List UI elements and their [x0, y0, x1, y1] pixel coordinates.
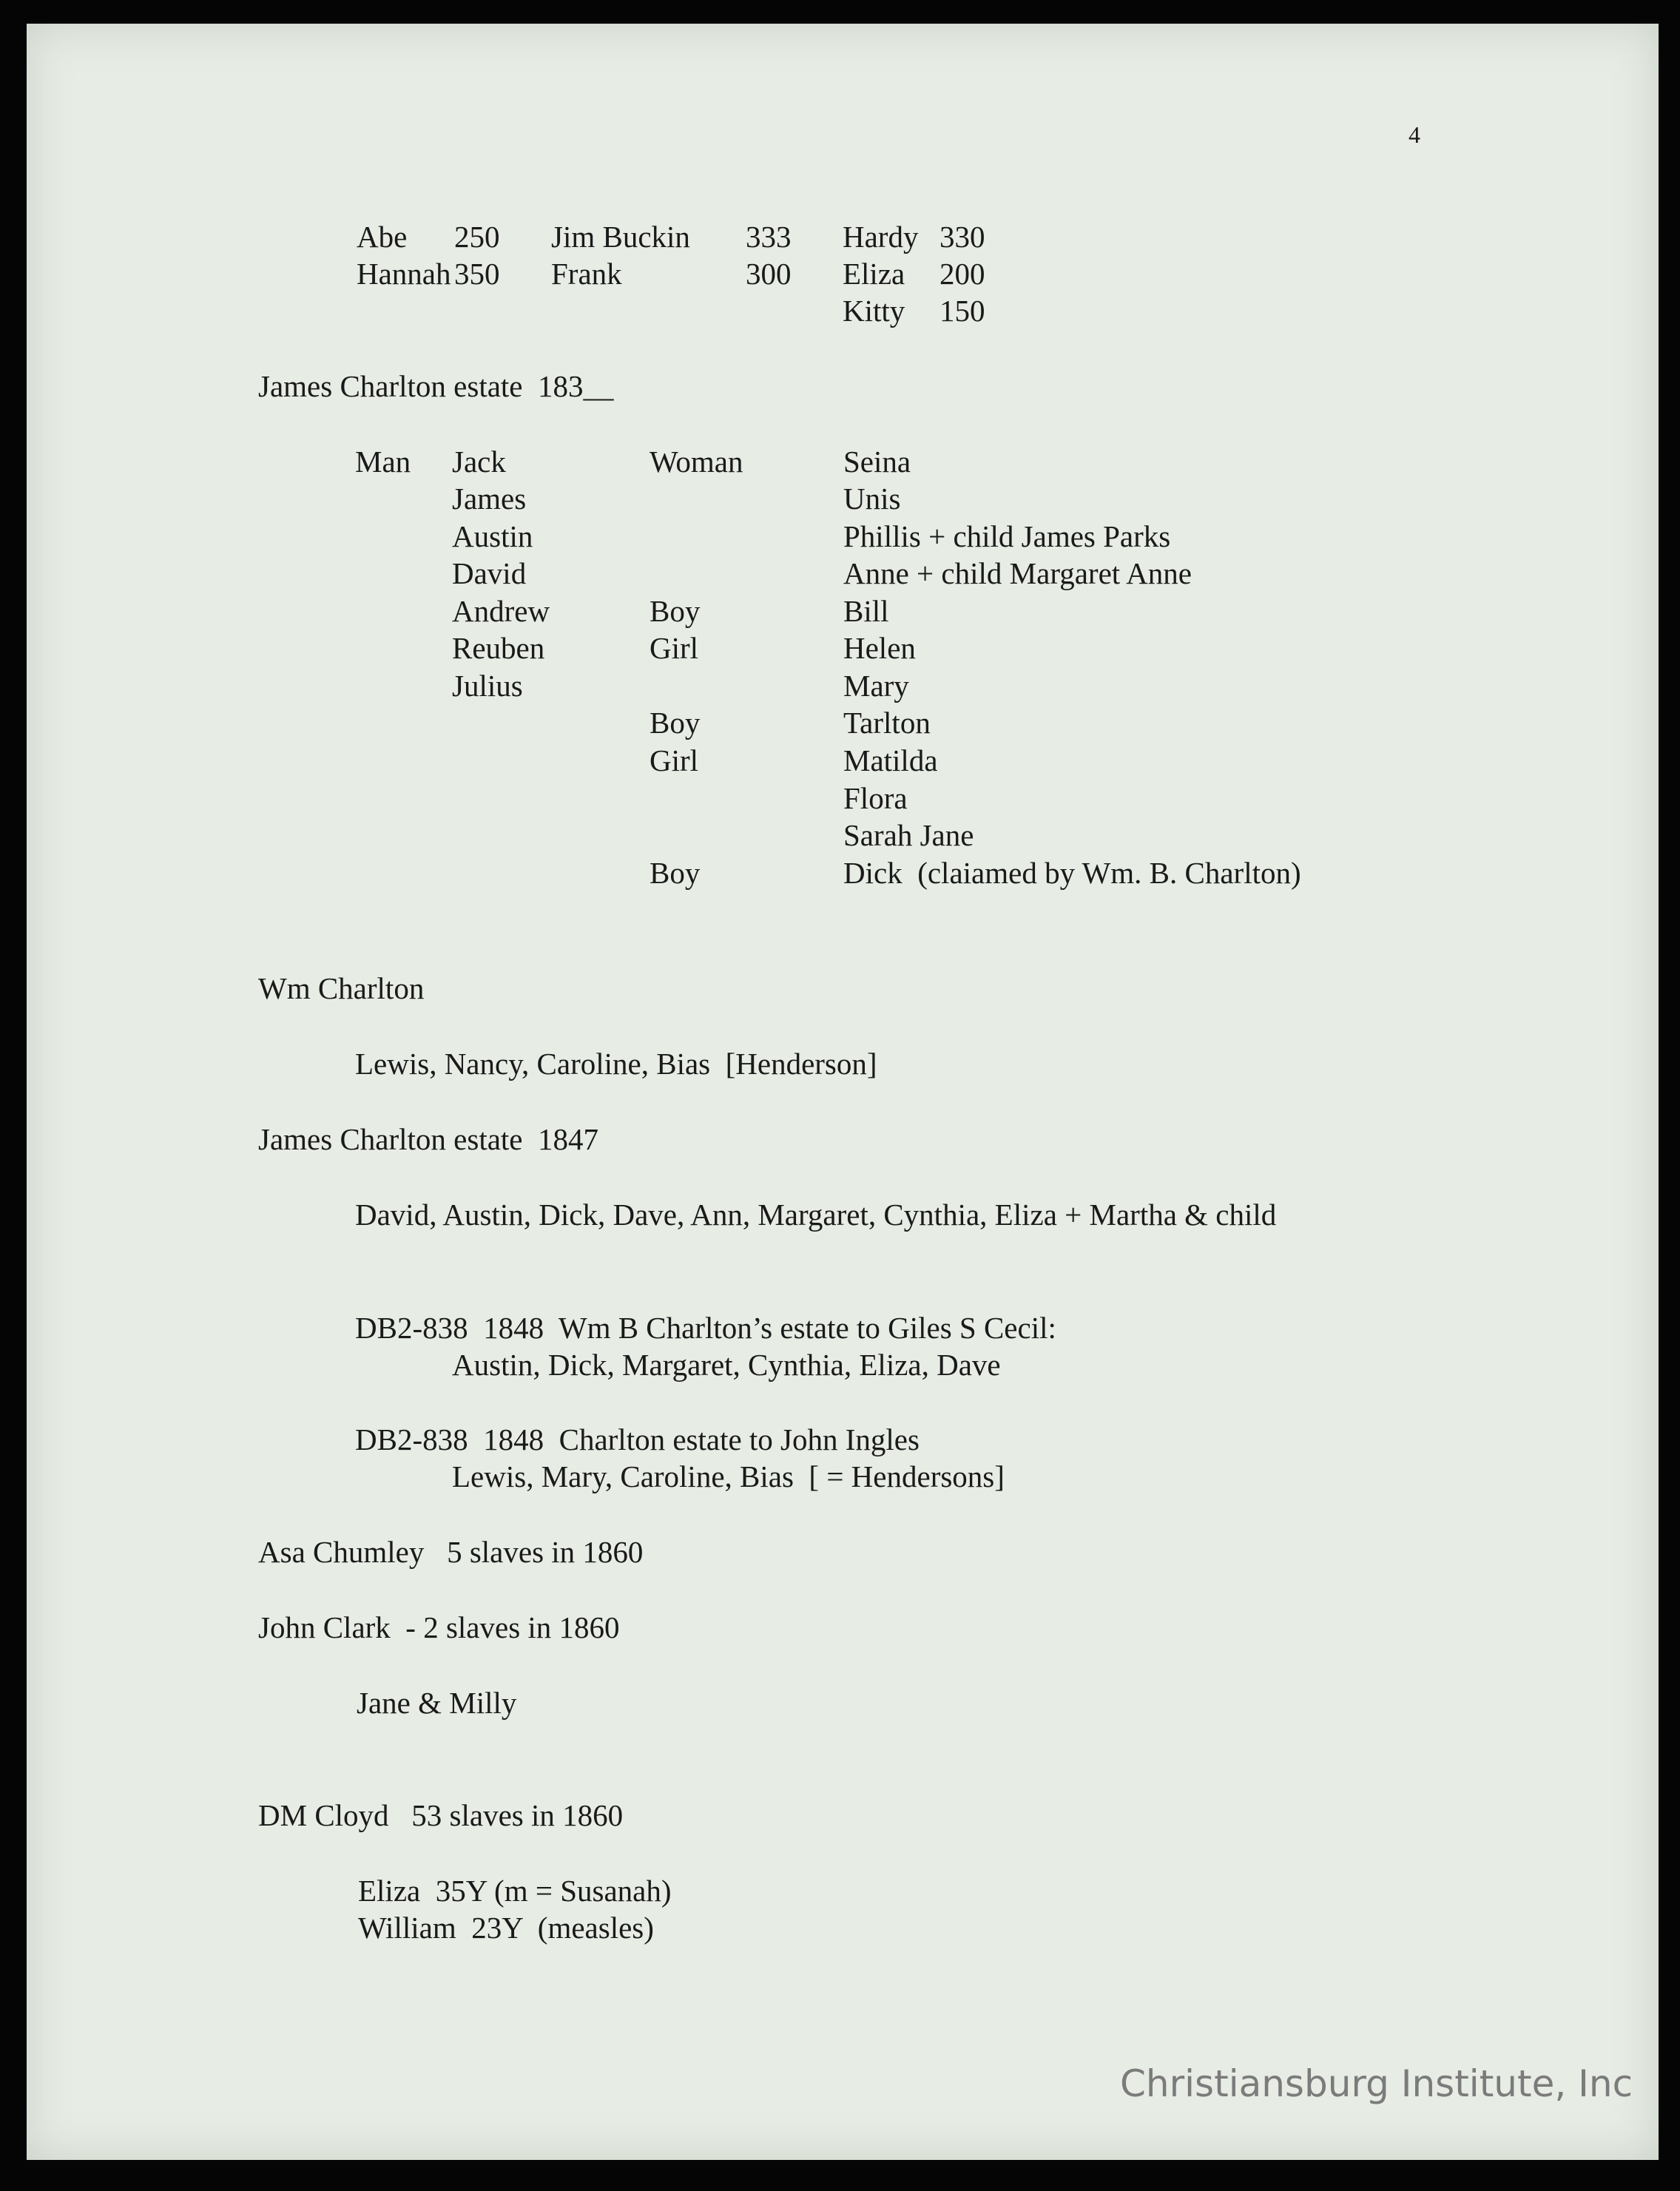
section-heading: Wm Charlton [258, 971, 425, 1005]
list-item: Mary [843, 669, 909, 703]
list-item: Austin [452, 519, 533, 553]
list-item: Phillis + child James Parks [843, 519, 1171, 553]
name-list: David, Austin, Dick, Dave, Ann, Margaret, Cynthia, Eliza + Martha & child [355, 1198, 1277, 1232]
list-item-value: 333 [746, 220, 792, 254]
list-item-name: Kitty [843, 294, 905, 328]
list-item: Reuben [452, 631, 545, 665]
list-item-value: 250 [454, 220, 500, 254]
name-list: Lewis, Nancy, Caroline, Bias [Henderson] [355, 1047, 877, 1081]
list-item-name: Jim Buckin [551, 220, 690, 254]
section-heading: DM Cloyd 53 slaves in 1860 [258, 1798, 624, 1832]
child-label: Girl [650, 631, 699, 665]
list-item: Dick (claiamed by Wm. B. Charlton) [843, 856, 1301, 890]
woman-label: Woman [650, 445, 743, 479]
list-item: William 23Y (measles) [358, 1911, 654, 1945]
section-heading: James Charlton estate 183__ [258, 369, 614, 403]
list-item: Sarah Jane [843, 818, 974, 852]
name-list: Jane & Milly [357, 1686, 517, 1720]
deed-line: DB2-838 1848 Charlton estate to John Ingles [355, 1422, 920, 1456]
list-item: Eliza 35Y (m = Susanah) [358, 1874, 672, 1908]
list-item: Jack [452, 445, 506, 479]
list-item: Bill [843, 594, 889, 628]
document-page [27, 24, 1659, 2160]
section-heading: John Clark - 2 slaves in 1860 [258, 1610, 620, 1644]
list-item: Andrew [452, 594, 550, 628]
child-label: Boy [650, 856, 701, 890]
list-item-name: Abe [357, 220, 408, 254]
name-list: Austin, Dick, Margaret, Cynthia, Eliza, Dave [452, 1348, 1001, 1382]
list-item: Flora [843, 781, 908, 815]
list-item: Seina [843, 445, 911, 479]
name-list: Lewis, Mary, Caroline, Bias [ = Hendersons] [452, 1459, 1005, 1493]
list-item: Tarlton [843, 706, 931, 740]
list-item: Anne + child Margaret Anne [843, 556, 1192, 590]
deed-line: DB2-838 1848 Wm B Charlton’s estate to Giles S Cecil: [355, 1311, 1056, 1345]
child-label: Boy [650, 594, 701, 628]
watermark: Christiansburg Institute, Inc [1120, 2062, 1633, 2105]
child-label: Boy [650, 706, 701, 740]
section-heading: Asa Chumley 5 slaves in 1860 [258, 1535, 644, 1569]
page-number: 4 [1409, 121, 1420, 148]
list-item: Matilda [843, 743, 938, 777]
list-item-name: Hannah [357, 257, 451, 291]
list-item-value: 330 [939, 220, 985, 254]
list-item: David [452, 556, 527, 590]
section-heading: James Charlton estate 1847 [258, 1122, 599, 1156]
list-item: Julius [452, 669, 523, 703]
list-item: James [452, 482, 527, 516]
man-label: Man [355, 445, 411, 479]
list-item-name: Hardy [843, 220, 919, 254]
list-item-name: Eliza [843, 257, 905, 291]
list-item-value: 150 [939, 294, 985, 328]
list-item: Helen [843, 631, 916, 665]
list-item-value: 200 [939, 257, 985, 291]
list-item-value: 350 [454, 257, 500, 291]
list-item-name: Frank [551, 257, 622, 291]
list-item: Unis [843, 482, 901, 516]
list-item-value: 300 [746, 257, 792, 291]
child-label: Girl [650, 743, 699, 777]
